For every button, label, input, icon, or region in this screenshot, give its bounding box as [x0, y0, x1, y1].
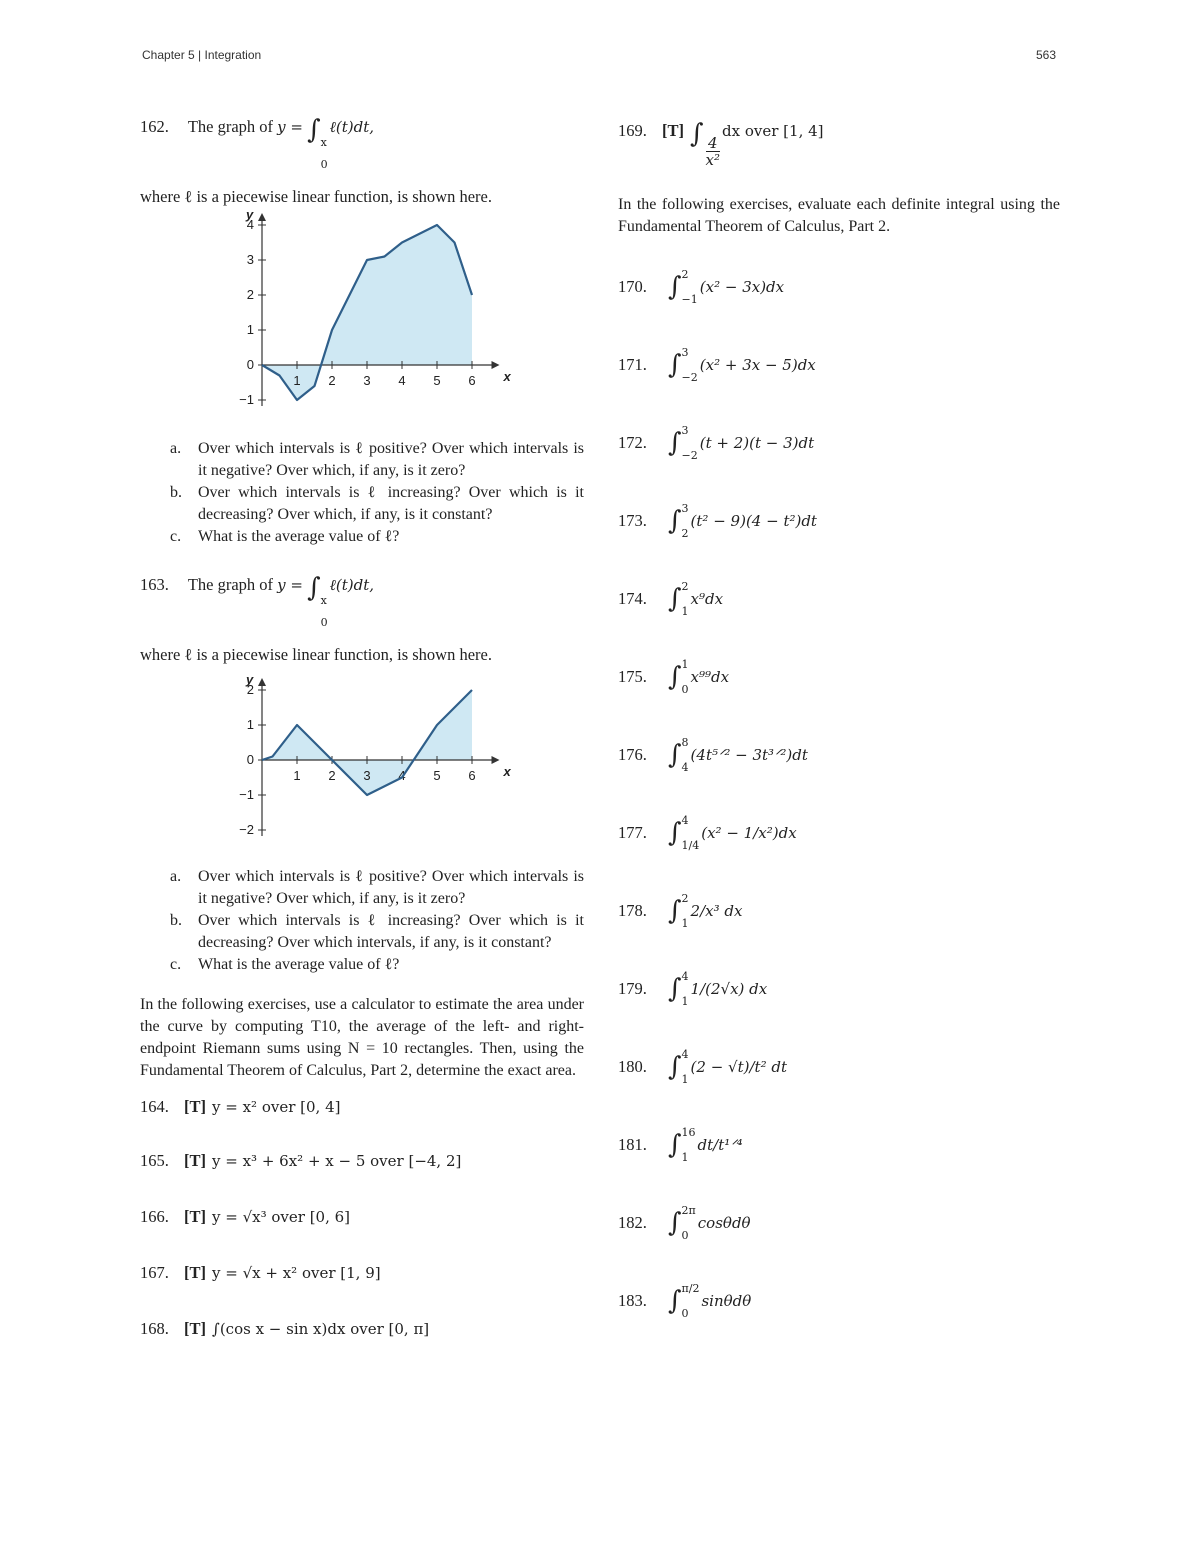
x-tick-label: 6 [468, 768, 476, 783]
integral-sign: ∫ [668, 1286, 682, 1316]
integral-limits: 4 1 [681, 1048, 689, 1086]
integral-sign: ∫ [307, 573, 321, 603]
integral-sign: ∫ [668, 584, 682, 614]
x-tick-label: 5 [433, 373, 441, 388]
graph-163 [239, 670, 511, 855]
formula-y: y = [277, 118, 303, 136]
integral-limits: 2π 0 [681, 1204, 696, 1242]
exercise-number: 177. [618, 823, 647, 842]
part-a: a. Over which intervals is ℓ positive? Over which intervals is it negative? Over which, if any, is it zero? [170, 868, 584, 907]
part-b: b. Over which intervals is ℓ increasing? Over which is it decreasing? Over which, if any, is it constant? [170, 484, 584, 523]
exercise-number: 180. [618, 1057, 647, 1076]
integrand: 2/x³ dx [690, 902, 743, 920]
integral-sign: ∫ [668, 272, 682, 302]
y-axis-label: y [246, 207, 254, 222]
exercise-number: 178. [618, 901, 647, 920]
integrand: cosθdθ [697, 1214, 751, 1232]
exercise-177 [618, 794, 1060, 872]
integral-sign: ∫ [307, 115, 321, 145]
integrand: ℓ(t)dt, [329, 118, 375, 136]
integral-limits: 16 1 [681, 1126, 696, 1164]
integral-limits: 2 1 [681, 580, 689, 618]
integral-sign: ∫ [668, 1052, 682, 1082]
x-tick-label: 1 [293, 373, 301, 388]
integral-sign: ∫ [668, 1130, 682, 1160]
exercise-172 [618, 404, 1060, 482]
exercise-number: 183. [618, 1291, 647, 1310]
exercise-162-parts [140, 438, 584, 548]
x-tick-label: 5 [433, 768, 441, 783]
part-c: c. What is the average value of ℓ? [170, 956, 400, 973]
y-axis-label: y [246, 672, 254, 687]
part-a: a. Over which intervals is ℓ positive? Over which intervals is it negative? Over which, if any, is it zero? [170, 440, 584, 479]
integral-limits: 8 4 [681, 736, 689, 774]
integral-limits: 3 −2 [681, 424, 698, 462]
exercise-number: 182. [618, 1213, 647, 1232]
y-tick-label: 3 [246, 252, 254, 267]
y-tick-label: 0 [246, 752, 254, 767]
y-tick-label: −2 [239, 822, 254, 837]
y-tick-label: 2 [246, 682, 254, 697]
right-exercise-list [618, 248, 1060, 1340]
integrand: (t + 2)(t − 3)dt [699, 434, 815, 452]
integrand: ℓ(t)dt, [329, 576, 375, 594]
integrand: sinθdθ [701, 1292, 752, 1310]
x-axis-label: x [503, 764, 511, 779]
integral-limits: 3 2 [681, 502, 689, 540]
exercise-lead: The graph of [187, 117, 274, 136]
integrand: (x² − 3x)dx [699, 278, 785, 296]
x-tick-label: 2 [328, 373, 336, 388]
exercise-165: 165. [T] y = x³ + 6x² + x − 5 over [−4, 2] [140, 1151, 462, 1170]
y-tick-label: 4 [246, 217, 254, 232]
exercise-180 [618, 1028, 1060, 1106]
exercise-number: 173. [618, 511, 647, 530]
exercise-number: 170. [618, 277, 647, 296]
integrand: (2 − √t)/t² dt [690, 1058, 787, 1076]
exercise-171 [618, 326, 1060, 404]
exercise-169: 169. [T] ∫ $\frac{4}{\text{x²}}$ dx over [1, 4] [618, 119, 824, 169]
x-axis-arrow [492, 756, 500, 764]
integral-limits: π/2 0 [681, 1282, 700, 1320]
exercise-162 [140, 116, 584, 208]
exercise-168: 168. [T] ∫(cos x − sin x)dx over [0, π] [140, 1319, 430, 1338]
integral-sign: ∫ [668, 1208, 682, 1238]
integrand: (x² − 1/x²)dx [701, 824, 797, 842]
exercise-176 [618, 716, 1060, 794]
exercise-182 [618, 1184, 1060, 1262]
exercise-175 [618, 638, 1060, 716]
integrand: (x² + 3x − 5)dx [699, 356, 816, 374]
graph-162 [239, 207, 511, 427]
y-tick-label: −1 [239, 787, 254, 802]
formula-y: y = [277, 576, 303, 594]
part-b: b. Over which intervals is ℓ increasing? Over which is it decreasing? Over which intervals, if any, is it constant? [170, 912, 584, 951]
integrand: (4t⁵ᐟ² − 3t³ᐟ²)dt [690, 746, 808, 764]
exercise-number: 181. [618, 1135, 647, 1154]
exercise-number: 163. [140, 575, 169, 594]
integrand: (t² − 9)(4 − t²)dt [690, 512, 817, 530]
integral-sign: ∫ [668, 662, 682, 692]
y-tick-label: 1 [246, 717, 254, 732]
exercise-173 [618, 482, 1060, 560]
page-number: 563 [1036, 48, 1057, 62]
exercise-179 [618, 950, 1060, 1028]
right-column [618, 110, 1060, 1340]
exercise-number: 176. [618, 745, 647, 764]
integral-sign: ∫ [668, 350, 682, 380]
exercise-167: 167. [T] y = √x + x² over [1, 9] [140, 1263, 381, 1282]
integrand: 1/(2√x) dx [690, 980, 768, 998]
integral-limits: 3 −2 [681, 346, 698, 384]
exercise-number: 171. [618, 355, 647, 374]
instructions-right: In the following exercises, evaluate each definite integral using the Fundamental Theorem of Calculus, Part 2. [618, 196, 1060, 235]
exercise-163-parts [140, 866, 584, 976]
part-c: c. What is the average value of ℓ? [170, 528, 400, 545]
exercise-text: where ℓ is a piecewise linear function, is shown here. [140, 645, 492, 664]
left-column [140, 110, 584, 1358]
exercise-170 [618, 248, 1060, 326]
integrand: x⁹dx [690, 590, 724, 608]
integral-sign: ∫ [668, 428, 682, 458]
y-tick-label: −1 [239, 392, 254, 407]
exercise-174 [618, 560, 1060, 638]
exercise-number: 162. [140, 117, 169, 136]
exercise-number: 172. [618, 433, 647, 452]
exercise-166: 166. [T] y = √x³ over [0, 6] [140, 1207, 351, 1226]
y-tick-label: 0 [246, 357, 254, 372]
exercise-183 [618, 1262, 1060, 1340]
x-tick-label: 1 [293, 768, 301, 783]
integral-sign: ∫ [668, 506, 682, 536]
integral-sign: ∫ [668, 896, 682, 926]
exercise-text: where ℓ is a piecewise linear function, is shown here. [140, 187, 492, 206]
exercise-164: 164. [T] y = x² over [0, 4] [140, 1097, 341, 1116]
integral-limits: 1 0 [681, 658, 689, 696]
x-axis-arrow [492, 361, 500, 369]
integral-limits: 4 1 [681, 970, 689, 1008]
x-tick-label: 3 [363, 768, 371, 783]
left-exercise-list [140, 1096, 584, 1358]
x-axis-label: x [503, 369, 511, 384]
x-tick-label: 6 [468, 373, 476, 388]
integral-sign: ∫ [668, 974, 682, 1004]
exercise-lead: The graph of [187, 575, 274, 594]
exercise-number: 179. [618, 979, 647, 998]
running-header: Chapter 5 | Integration [142, 48, 262, 62]
exercise-181 [618, 1106, 1060, 1184]
x-tick-label: 4 [398, 373, 406, 388]
y-axis-arrow [258, 213, 266, 221]
y-tick-label: 1 [246, 322, 254, 337]
integral-limits: 2 1 [681, 892, 689, 930]
x-tick-label: 4 [398, 768, 406, 783]
integral-sign: ∫ [668, 740, 682, 770]
integral-sign: ∫ [668, 818, 682, 848]
x-tick-label: 2 [328, 768, 336, 783]
exercise-number: 175. [618, 667, 647, 686]
instructions-left: In the following exercises, use a calculator to estimate the area under the curve by computing T10, the average of the left- and right-endpoint Riemann sums using N = 10 rectangles. Then, using the Fundamental Theorem of Calculus, Part 2, determine the exact area. [140, 996, 584, 1079]
integral-limits: 4 1/4 [681, 814, 700, 852]
x-tick-label: 3 [363, 373, 371, 388]
integrand: dt/t¹ᐟ⁴ [697, 1136, 743, 1154]
integral-limits: x 0 [320, 594, 328, 629]
integrand: x⁹⁹dx [690, 668, 730, 686]
exercise-number: 174. [618, 589, 647, 608]
y-axis-arrow [258, 678, 266, 686]
exercise-178 [618, 872, 1060, 950]
integral-limits: x 0 [320, 136, 328, 171]
exercise-163 [140, 574, 584, 666]
integral-limits: 2 −1 [681, 268, 698, 306]
y-tick-label: 2 [246, 287, 254, 302]
